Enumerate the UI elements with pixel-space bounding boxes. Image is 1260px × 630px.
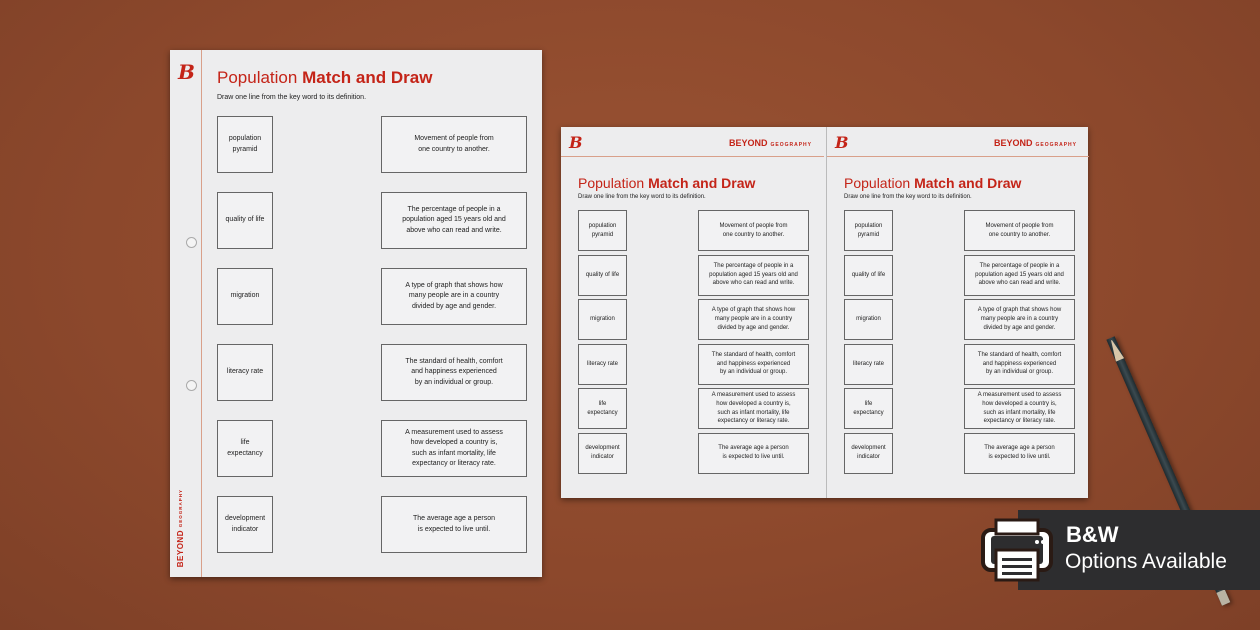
badge-subtitle: Options Available [1065, 550, 1227, 573]
definition-box: The percentage of people in a population aged 15 years old and above who can read and write. [698, 255, 809, 296]
key-word-box: migration [217, 268, 273, 325]
key-word-box: population pyramid [578, 210, 627, 251]
bw-options-badge [1018, 510, 1260, 590]
page-title [217, 68, 432, 88]
title-bold: Match and Draw [302, 68, 433, 87]
key-word-box: population pyramid [217, 116, 273, 173]
printer-icon [980, 518, 1054, 584]
key-word-box: migration [578, 299, 627, 340]
logo-icon: B [569, 133, 583, 152]
brand-name: BEYOND [176, 529, 185, 567]
definition-box: The average age a person is expected to live until. [381, 496, 527, 553]
key-word-box: population pyramid [844, 210, 893, 251]
key-word-box: literacy rate [217, 344, 273, 401]
vertical-brand [176, 489, 185, 567]
definition-box: A type of graph that shows how many people are in a country divided by age and gender. [381, 268, 527, 325]
key-word-box: literacy rate [844, 344, 893, 385]
definition-box: A measurement used to assess how developed a country is, such as infant mortality, life expectancy or literacy rate. [698, 388, 809, 429]
key-word-box: quality of life [578, 255, 627, 296]
brand-sub: GEOGRAPHY [770, 142, 812, 148]
page-title [844, 175, 1021, 191]
definition-box: The standard of health, comfort and happiness experienced by an individual or group. [964, 344, 1075, 385]
page-margin [170, 50, 202, 577]
definition-box: The standard of health, comfort and happiness experienced by an individual or group. [381, 344, 527, 401]
instruction: Draw one line from the key word to its definition. [217, 94, 367, 101]
key-word-box: quality of life [217, 192, 273, 249]
key-word-box: life expectancy [578, 388, 627, 429]
definition-box: A measurement used to assess how developed a country is, such as infant mortality, life expectancy or literacy rate. [964, 388, 1075, 429]
definition-box: The percentage of people in a population aged 15 years old and above who can read and write. [964, 255, 1075, 296]
definition-box: The standard of health, comfort and happiness experienced by an individual or group. [698, 344, 809, 385]
definition-box: A type of graph that shows how many people are in a country divided by age and gender. [698, 299, 809, 340]
punch-hole [186, 380, 197, 391]
punch-hole [186, 237, 197, 248]
key-word-box: life expectancy [844, 388, 893, 429]
brand-sub: GEOGRAPHY [178, 488, 183, 528]
page-header [827, 127, 1089, 157]
worksheet-two-page-spread [561, 127, 1088, 498]
instruction: Draw one line from the key word to its definition. [844, 194, 972, 200]
title-bold: Match and Draw [914, 175, 1022, 191]
key-word-box: development indicator [578, 433, 627, 474]
definition-box: The average age a person is expected to live until. [964, 433, 1075, 474]
logo-icon: B [178, 60, 195, 84]
badge-title: B&W [1066, 522, 1119, 547]
definition-box: Movement of people from one country to another. [381, 116, 527, 173]
definition-box: Movement of people from one country to another. [698, 210, 809, 251]
logo-icon: B [835, 133, 849, 152]
key-word-box: development indicator [844, 433, 893, 474]
key-word-box: life expectancy [217, 420, 273, 477]
title-regular: Population [844, 175, 911, 191]
key-word-box: migration [844, 299, 893, 340]
spread-page [826, 127, 1089, 498]
instruction: Draw one line from the key word to its definition. [578, 194, 706, 200]
title-regular: Population [217, 68, 298, 87]
brand [994, 138, 1077, 148]
brand-name: BEYOND [728, 138, 768, 148]
worksheet-single-page [170, 50, 542, 577]
brand-name: BEYOND [993, 138, 1033, 148]
definition-box: A measurement used to assess how developed a country is, such as infant mortality, life expectancy or literacy rate. [381, 420, 527, 477]
brand [729, 138, 812, 148]
definition-box: The percentage of people in a population aged 15 years old and above who can read and write. [381, 192, 527, 249]
definition-box: A type of graph that shows how many people are in a country divided by age and gender. [964, 299, 1075, 340]
title-bold: Match and Draw [648, 175, 756, 191]
key-word-box: development indicator [217, 496, 273, 553]
page-header [561, 127, 824, 157]
title-regular: Population [578, 175, 645, 191]
spread-page [561, 127, 824, 498]
definition-box: The average age a person is expected to live until. [698, 433, 809, 474]
key-word-box: literacy rate [578, 344, 627, 385]
brand-sub: GEOGRAPHY [1035, 142, 1077, 148]
page-title [578, 175, 755, 191]
definition-box: Movement of people from one country to another. [964, 210, 1075, 251]
key-word-box: quality of life [844, 255, 893, 296]
